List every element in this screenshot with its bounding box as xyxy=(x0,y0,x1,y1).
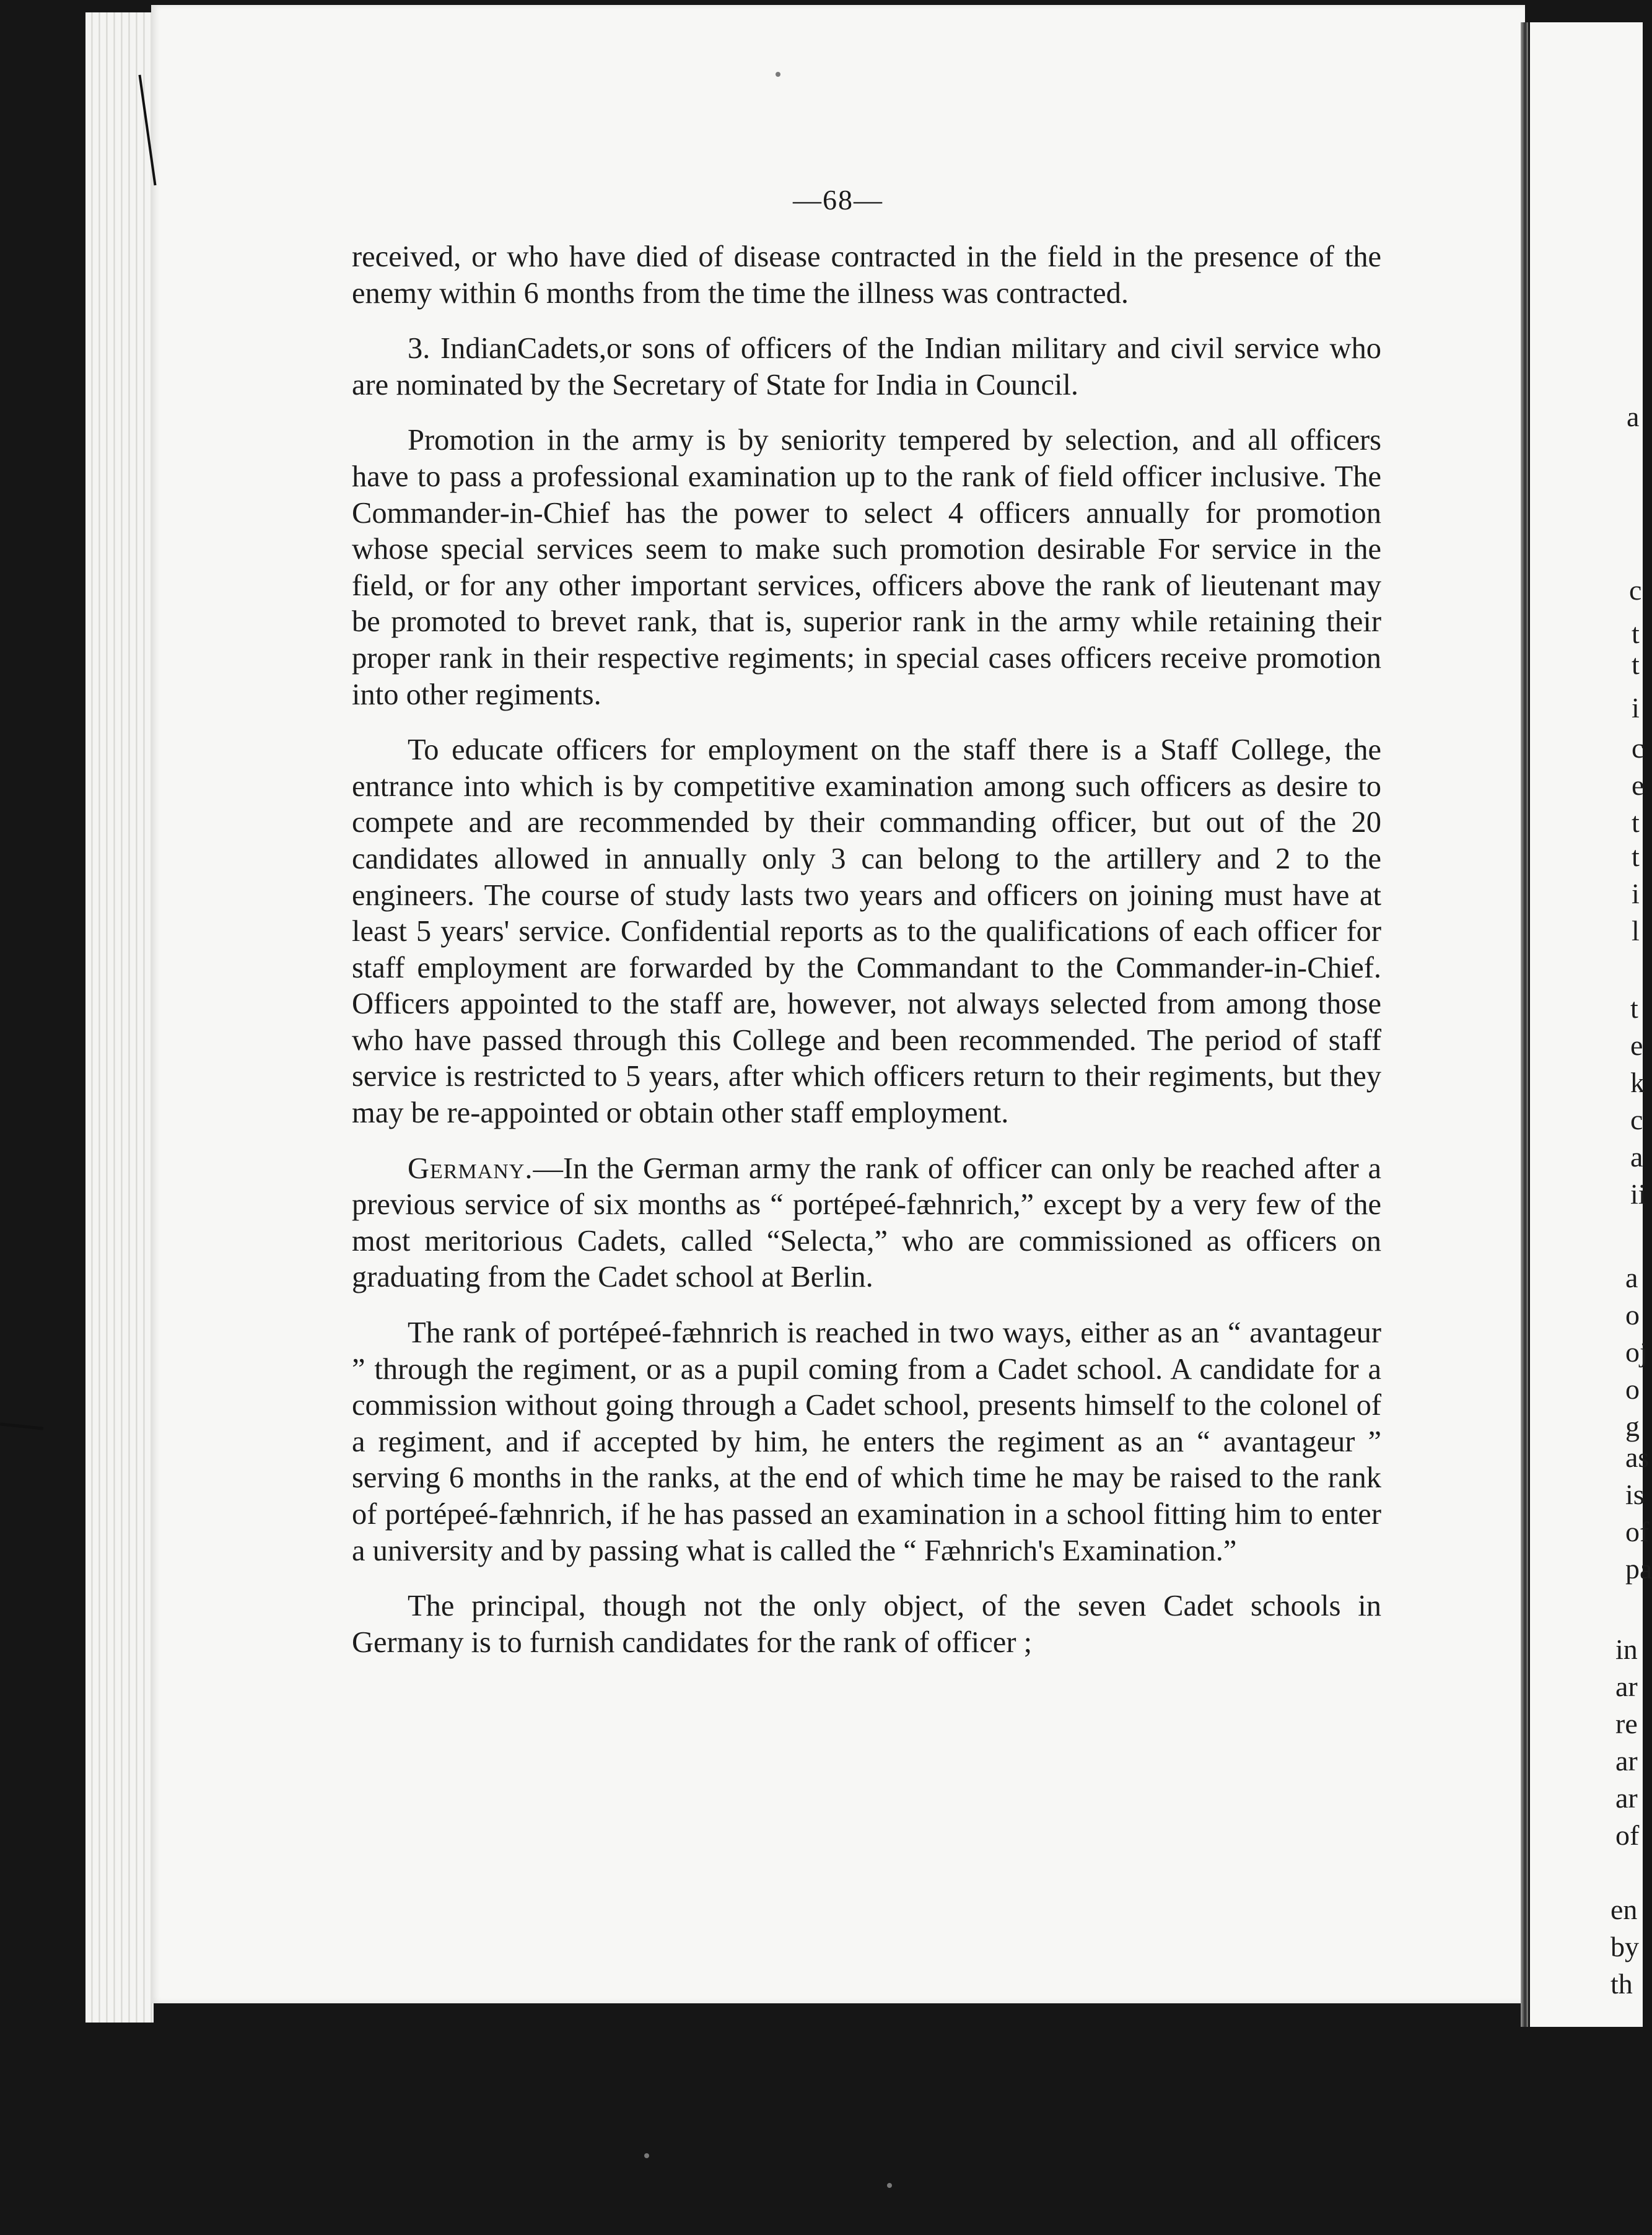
facing-fragment: oj xyxy=(1625,1336,1648,1368)
facing-fragment: in xyxy=(1615,1634,1638,1665)
facing-fragment: o xyxy=(1625,1373,1640,1405)
facing-fragment: g xyxy=(1625,1411,1640,1442)
facing-fragment: t xyxy=(1632,649,1640,680)
page-stack-edges xyxy=(85,12,154,2023)
facing-fragment: t xyxy=(1632,618,1640,649)
paragraph-body: —In the German army the rank of officer can only be reached after a previous service of six months as “ portépeé-fæhnrich,” except by a very few of the most meritorious Cadets, called “Selecta,” who are commissioned as officers on graduating from the Cadet school at Berlin. xyxy=(352,1152,1381,1294)
facing-fragment: k xyxy=(1630,1067,1645,1098)
speck xyxy=(776,72,780,77)
paragraph: received, or who have died of disease contracted in the field in the presence of the enemy within 6 months from the time the illness was contracted. xyxy=(352,240,1381,310)
book-gutter xyxy=(1521,22,1528,2027)
section-lead-germany: Germany. xyxy=(408,1152,533,1185)
scan-mark xyxy=(0,1422,43,1430)
facing-fragment: i xyxy=(1632,878,1640,909)
facing-fragment: i xyxy=(1632,692,1640,724)
facing-fragment: of xyxy=(1615,1819,1640,1851)
facing-fragment: c xyxy=(1629,574,1642,606)
page-number: —68— xyxy=(793,184,883,216)
facing-fragment: t xyxy=(1632,807,1640,838)
facing-fragment: e xyxy=(1630,1030,1643,1061)
facing-fragment: c xyxy=(1630,1104,1643,1135)
facing-fragment: ii xyxy=(1630,1178,1646,1210)
facing-fragment: re xyxy=(1615,1708,1638,1739)
facing-fragment: c xyxy=(1632,732,1645,764)
body-text xyxy=(352,239,1381,1661)
facing-fragment: is xyxy=(1625,1479,1645,1510)
speck xyxy=(887,2183,892,2188)
facing-fragment: e xyxy=(1632,769,1645,801)
facing-fragment: th xyxy=(1610,1968,1633,2000)
facing-fragment: t xyxy=(1632,841,1640,872)
facing-fragment: ar xyxy=(1615,1671,1638,1702)
facing-fragment: a xyxy=(1627,401,1640,432)
paragraph: To educate officers for employment on the staff there is a Staff College, the entrance into which is by competitive examination among such officers as desire to compete and are recommended by their commanding officer, but out of the 20 candidates allowed in annually only 3 can belong to the artillery and 2 to the engineers. The course of study lasts two years and officers on joining must have at least 5 years' service. Confidential reports as to the qualifications of each officer for staff employment are forwarded by the Commandant to the Commander-in-Chief. Officers appointed to the staff are, however, not always selected from among those who have passed through this College and been recommended. The period of staff service is restricted to 5 years, after which officers return to their regiments, but they may be re-appointed or obtain other staff employment. xyxy=(352,733,1381,1130)
facing-fragment: t xyxy=(1630,992,1638,1024)
paragraph: 3. IndianCadets,or sons of officers of the Indian military and civil service who are nominated by the Secretary of State for India in Council. xyxy=(352,332,1381,401)
facing-fragment: pa xyxy=(1625,1553,1652,1585)
facing-fragment: l xyxy=(1632,915,1640,947)
facing-fragment: as xyxy=(1625,1441,1650,1473)
facing-fragment: by xyxy=(1610,1931,1639,1962)
facing-fragment: of xyxy=(1625,1516,1650,1547)
facing-fragment: a xyxy=(1625,1262,1638,1293)
paragraph-germany xyxy=(352,1151,1381,1296)
paragraph: The rank of portépeé-fæhnrich is reached in two ways, either as an “ avantageur ” through the regiment, or as a pupil coming from a Cadet school. A candidate for a commission without going through a Cadet school, presents himself to the colonel of a regiment, and if accepted by him, he enters the regiment as an “ avantageur ” serving 6 months in the ranks, at the end of which time he may be raised to the rank of portépeé-fæhnrich, if he has passed an examination in a school fitting him to enter a university and by passing what is called the “ Fæhnrich's Examination.” xyxy=(352,1316,1381,1567)
facing-fragment: o xyxy=(1625,1299,1640,1331)
speck xyxy=(644,2153,649,2158)
paragraph: Promotion in the army is by seniority tempered by selection, and all officers have to pass a professional examination up to the rank of field officer inclusive. The Commander-in-Chief has the power to select 4 officers annually for promotion whose special services seem to make such promotion desirable For service in the field, or for any other important services, officers above the rank of lieutenant may be promoted to brevet rank, that is, superior rank in the army while retaining their proper rank in their respective regiments; in special cases officers receive promotion into other regiments. xyxy=(352,424,1381,711)
facing-fragment: a xyxy=(1630,1141,1643,1173)
paragraph: The principal, though not the only object, of the seven Cadet schools in Germany is to furnish candidates for the rank of officer ; xyxy=(352,1590,1381,1659)
facing-fragment: en xyxy=(1610,1894,1638,1925)
facing-fragment: ar xyxy=(1615,1745,1638,1777)
facing-fragment: ar xyxy=(1615,1782,1638,1814)
